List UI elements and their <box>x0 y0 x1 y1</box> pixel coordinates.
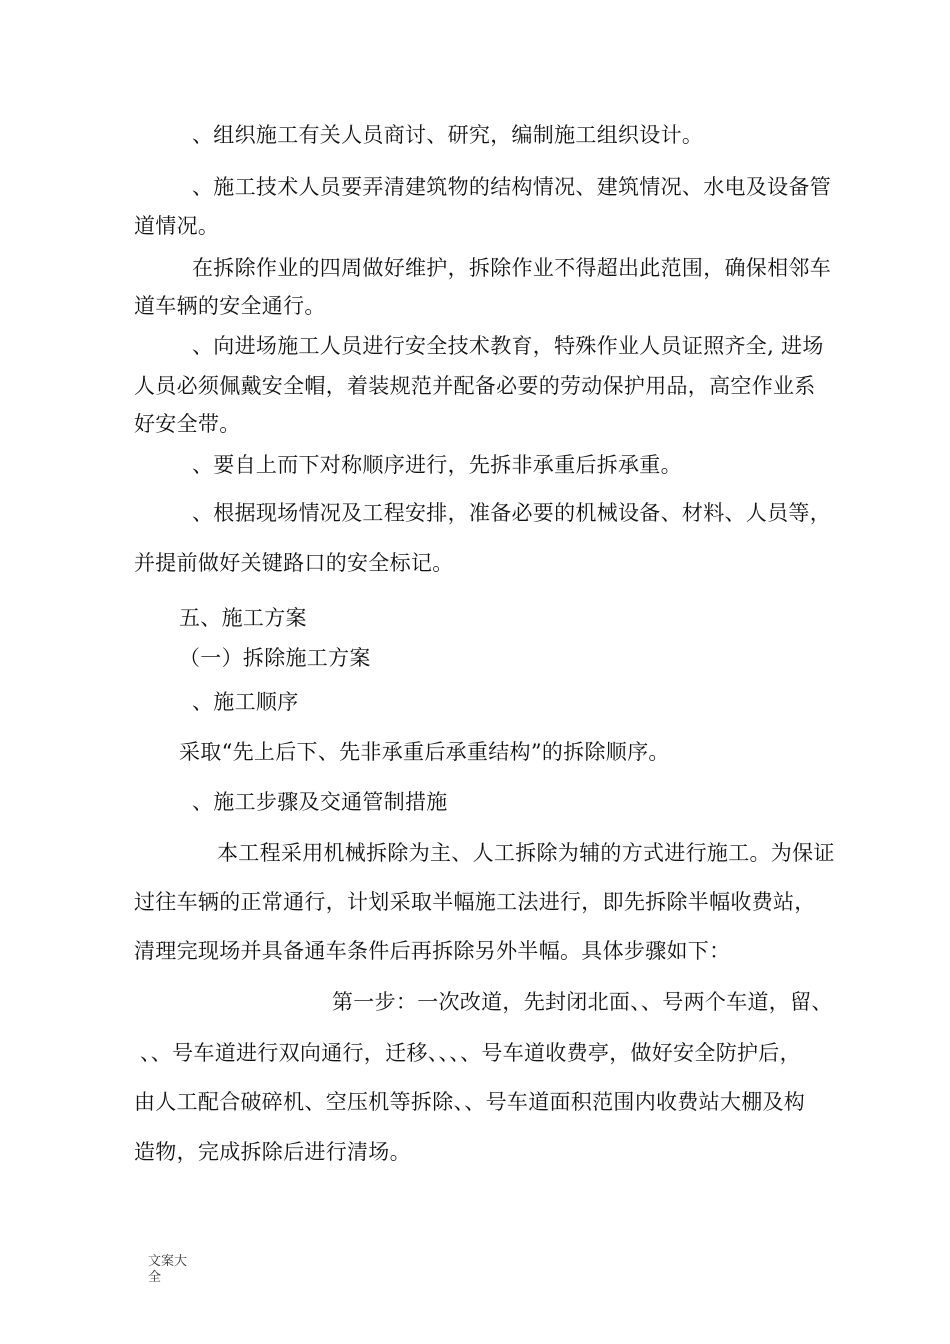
paragraph-line: 道情况。 <box>134 214 220 238</box>
paragraph-line: 、根据现场情况及工程安排，准备必要的机械设备、材料、人员等， <box>192 501 831 525</box>
paragraph-line: 并提前做好关键路口的安全标记。 <box>134 551 454 575</box>
paragraph-line: 由人工配合破碎机、空压机等拆除、、号车道面积范围内收费站大棚及构 <box>134 1090 806 1114</box>
page-footer: 文案大全 <box>148 1254 188 1285</box>
paragraph-line: 在拆除作业的四周做好维护，拆除作业不得超出此范围，确保相邻车 <box>192 256 831 280</box>
paragraph-line: 、施工技术人员要弄清建筑物的结构情况、建筑情况、水电及设备管 <box>192 175 831 199</box>
paragraph-line: 第一步：一次改道，先封闭北面、、号两个车道，留、 <box>332 990 833 1014</box>
paragraph-line: 采取“先上后下、先非承重后承重结构”的拆除顺序。 <box>179 740 670 764</box>
paragraph-line: 清理完现场并具备通车条件后再拆除另外半幅。具体步骤如下： <box>134 939 731 963</box>
paragraph-line: 、、号车道进行双向通行，迁移、、、、号车道收费亭，做好安全防护后， <box>140 1041 801 1065</box>
paragraph-line: 造物，完成拆除后进行清场。 <box>134 1140 411 1164</box>
paragraph-line: 本工程采用机械拆除为主、人工拆除为辅的方式进行施工。为保证 <box>217 841 835 865</box>
item-heading: 、施工顺序 <box>192 690 299 714</box>
paragraph-line: 好安全带。 <box>134 412 241 436</box>
paragraph-line: 道车辆的安全通行。 <box>134 294 326 318</box>
paragraph-line: 、要自上而下对称顺序进行，先拆非承重后拆承重。 <box>192 453 682 477</box>
section-heading: 五、施工方案 <box>179 606 307 630</box>
paragraph-line: 过往车辆的正常通行，计划采取半幅施工法进行，即先拆除半幅收费站， <box>134 890 816 914</box>
paragraph-line: 、组织施工有关人员商讨、研究，编制施工组织设计。 <box>192 123 704 147</box>
item-heading: 、施工步骤及交通管制措施 <box>192 790 448 814</box>
paragraph-line: 人员必须佩戴安全帽，着装规范并配备必要的劳动保护用品，高空作业系 <box>134 374 816 398</box>
subsection-heading: （一）拆除施工方案 <box>179 646 371 670</box>
paragraph-line: 、向进场施工人员进行安全技术教育，特殊作业人员证照齐全, 进场 <box>192 334 824 358</box>
